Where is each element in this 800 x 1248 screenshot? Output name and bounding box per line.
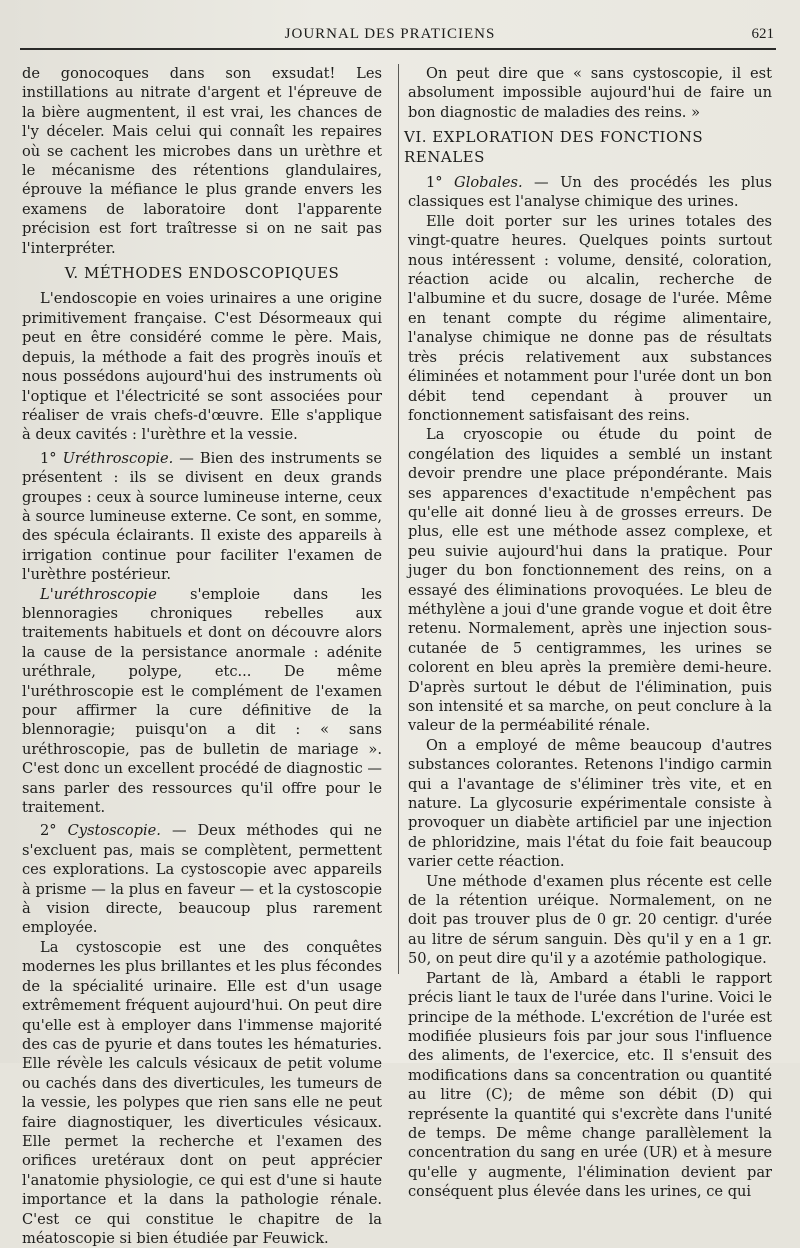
paragraph: Elle doit porter sur les urines totales des vingt-quatre heures. Quelques points surtout nous intéressent : volume, densité, coloration, réaction acide ou alcalin, recherche de l'albumine et du sucre, dosage de l'urée. Même en tenant compte du régime alimentaire, l'analyse chimique ne donne pas de résultats très précis relativement aux substances éliminées et notamment pour l'urée dont un bon débit tend cependant à prouver un fonctionnement satisfaisant des reins. (408, 212, 772, 424)
item-text: s'emploie dans les blennoragies chroniques rebelles aux traitements habituels et dont on découvre alors la cause de la persistance anormale : adénite uréthrale, polype, etc... De même l'uréthroscopie est le complément de l'examen pour affirmer la cure définitive de la blennoragie; puisqu'on a dit : « sans uréthroscopie, pas de bulletin de mariage ». C'est donc un excellent procédé de diagnostic — sans parler des ressources qu'il offre pour le traitement. (22, 585, 382, 817)
right-column (404, 64, 773, 1202)
paragraph (408, 173, 772, 212)
left-column (22, 64, 382, 1248)
item-title: L'uréthroscopie (40, 585, 157, 603)
item-title: Uréthroscopie. (62, 449, 174, 467)
section-heading-v: V. MÉTHODES ENDOSCOPIQUES (64, 264, 340, 283)
header-rule (20, 48, 776, 50)
section-heading-vi: VI. EXPLORATION DES FONCTIONS RENALES (404, 128, 704, 166)
item-number: 2° (40, 822, 57, 840)
item-title: Cystoscopie. (67, 822, 161, 840)
paragraph (22, 585, 382, 818)
journal-title: JOURNAL DES PRATICIENS (284, 26, 496, 42)
item-title: Globales. (454, 174, 523, 192)
paragraph (22, 449, 382, 585)
item-text: — Deux méthodes qui ne s'excluent pas, mais se complètent, permettent ces explorations. La cystoscopie avec appareils à prisme — la plus en faveur — et la cystoscopie à vision directe, beaucoup plus rarement employée. (22, 822, 383, 937)
running-header (0, 26, 800, 46)
column-divider (398, 64, 399, 974)
paragraph: La cystoscopie est une des conquêtes modernes les plus brillantes et les plus fécondes de la spécialité urinaire. Elle est d'un usage extrêmement fréquent aujourd'hui. On peut dire qu'elle est à employer dans l'immense majorité des cas de pyurie et dans toutes les hématuries. Elle révèle les calculs vésicaux de petit volume ou cachés dans des diverticules, les tumeurs de la vessie, les polypes que rien sans elle ne peut faire diagnostiquer, les diverticules vésicaux. Elle permet la recherche et l'examen des orifices uretéraux dont on peut apprécier l'anatomie physiologie, ce qui est d'une si haute importance et la dans la pathologie rénale. C'est ce qui constitue le chapitre de la méatoscopie si bien étudiée par Feuwick. (22, 938, 382, 1247)
item-text: — Un des procédés les plus classiques est l'analyse chimique des urines. (408, 174, 773, 211)
paragraph: de gonocoques dans son exsudat! Les instillations au nitrate d'argent et l'épreuve de la bière augmentent, il est vrai, les chances de l'y déceler. Mais celui qui connaît les repaires où se cachent les microbes dans un urèthre et le mécanisme des rétentions glandulaires, éprouve la méfiance le plus grande envers les examens de laboratoire dont l'apparente précision est fort traîtresse si on ne sait pas l'interpréter. (22, 65, 382, 257)
page-number: 621 (751, 26, 774, 42)
item-number: 1° (426, 174, 443, 192)
item-text: — Bien des instruments se présentent : ils se divisent en deux grands groupes : ceux à source lumineuse interne, ceux à source lumineuse externe. Ce sont, en somme, des spécula éclairants. Il existe des appareils à irrigation continue pour faciliter l'examen de l'urèthre postérieur. (22, 449, 382, 584)
paragraph (22, 821, 382, 937)
paragraph: L'endoscopie en voies urinaires a une origine primitivement française. C'est Désormeaux qui peut en être considéré comme le père. Mais, depuis, la méthode a fait des progrès inouïs et nous possédons aujourd'hui des instruments où l'optique et l'électricité se sont associées pour réaliser de vrais chefs-d'œuvre. Elle s'applique à deux cavités : l'urèthre et la vessie. (22, 290, 382, 444)
item-number: 1° (40, 449, 57, 467)
paragraph: On peut dire que « sans cystoscopie, il est absolument impossible aujourd'hui de faire un bon diagnostic de maladies des reins. » (408, 65, 772, 121)
paragraph: On a employé de même beaucoup d'autres substances colorantes. Retenons l'indigo carmin qui a l'avantage de s'éliminer très vite, et en nature. La glycosurie expérimentale consiste à provoquer un diabète artificiel par une injection de phloridzine, mais l'état du foie fait beaucoup varier cette réaction. (408, 736, 772, 871)
paragraph: Une méthode d'examen plus récente est celle de la rétention uréique. Normalement, on ne doit pas trouver plus de 0 gr. 20 centigr. d'urée au litre de sérum sanguin. Dès qu'il y en a 1 gr. 50, on peut dire qu'il y a azotémie pathologique. (408, 872, 772, 968)
paragraph: Partant de là, Ambard a établi le rapport précis liant le taux de l'urée dans l'urine. Voici le principe de la méthode. L'excrétion de l'urée est modifiée plusieurs fois par jour sous l'influence des aliments, de l'exercice, etc. Il s'ensuit des modifications dans sa concentration ou quantité au litre (C); de même son débit (D) qui représente la quantité qui s'excrète dans l'unité de temps. De même change parallèlement la concentration du sang en urée (UR) et à mesure qu'elle y augmente, l'élimination devient par conséquent plus élevée dans les urines, ce qui (408, 969, 772, 1201)
paragraph: La cryoscopie ou étude du point de congélation des liquides a semblé un instant devoir prendre une place prépondérante. Mais ses apparences d'exactitude n'empêchent pas qu'elle ait donné lieu à de grosses erreurs. De plus, elle est une méthode assez complexe, et peu suivie aujourd'hui dans la pratique. Pour juger du bon fonctionnement des reins, on a essayé des éliminations provoquées. Le bleu de méthylène a joui d'une grande vogue et doit être retenu. Normalement, après une injection sous-cutanée de 5 centigrammes, les urines se colorent en bleu après la première demi-heure. D'après surtout le début de l'élimination, puis son intensité et sa marche, on peut conclure à la valeur de la perméabilité rénale. (408, 426, 772, 735)
